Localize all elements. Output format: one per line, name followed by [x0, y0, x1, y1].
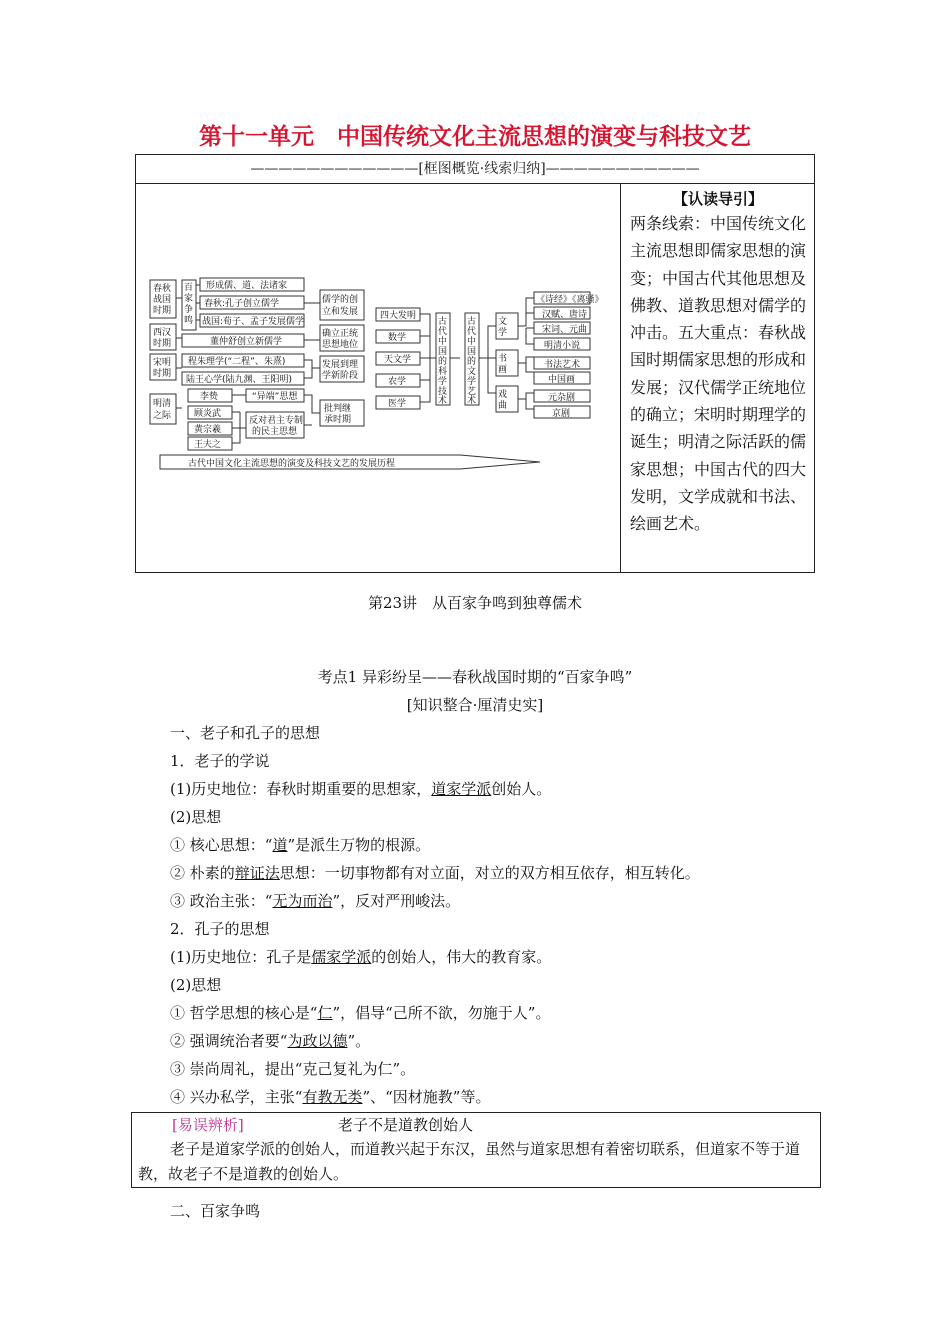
period-0-l2: 战国	[153, 295, 172, 305]
frame-divider	[620, 184, 621, 573]
svg-text:顾炎武: 顾炎武	[194, 409, 222, 419]
svg-text:书法艺术: 书法艺术	[544, 360, 581, 370]
laozi-p5: ③ 政治主张：“无为而治”，反对严刑峻法。	[170, 892, 461, 910]
svg-text:书: 书	[498, 354, 508, 364]
svg-text:中: 中	[467, 337, 477, 347]
guide-text: 两条线索：中国传统文化主流思想即儒家思想的演变；中国古代其他思想及佛教、道教思想对儒学的冲击。五大重点：春秋战国时期儒家思想的形成和发展；汉代儒学正统地位的确立；宋明时期理学的诞生；明清之际活跃的儒家思想；中国古代的四大发明，文学成就和书法、绘画艺术。	[630, 214, 807, 534]
svg-text:文: 文	[498, 317, 508, 327]
svg-text:学新阶段: 学新阶段	[322, 371, 359, 381]
period-3-l1: 明清	[153, 399, 172, 409]
laozi-p1: (1)历史地位：春秋时期重要的思想家，道家学派创始人。	[170, 780, 552, 798]
svg-text:学: 学	[438, 377, 448, 387]
frame-header: ————————————[框图概览·线索归纳]———————————	[135, 154, 815, 184]
kongzi-heading: 2．孔子的思想	[170, 920, 270, 938]
svg-text:科: 科	[438, 367, 448, 377]
svg-text:戏: 戏	[498, 390, 508, 400]
svg-text:学: 学	[498, 328, 508, 338]
error-title: [易误辨析]	[172, 1116, 244, 1134]
svg-text:国: 国	[438, 347, 448, 357]
svg-text:的: 的	[467, 357, 477, 367]
svg-text:四大发明: 四大发明	[380, 311, 417, 321]
svg-text:陆王心学(陆九渊、王阳明): 陆王心学(陆九渊、王阳明)	[186, 375, 293, 385]
svg-text:曲: 曲	[498, 401, 508, 411]
svg-text:国: 国	[467, 347, 477, 357]
error-subtitle: 老子不是道教创始人	[338, 1116, 474, 1134]
svg-text:立和发展: 立和发展	[322, 307, 359, 317]
kongzi-p5: ③ 崇尚周礼，提出“克己复礼为仁”。	[170, 1060, 416, 1078]
svg-text:发展到理: 发展到理	[322, 360, 359, 370]
svg-text:学: 学	[467, 377, 477, 387]
period-2-l2: 时期	[153, 369, 172, 379]
svg-text:董仲舒创立新儒学: 董仲舒创立新儒学	[210, 337, 283, 347]
overview-diagram	[140, 258, 610, 483]
svg-text:战国:荀子、孟子发展儒学: 战国:荀子、孟子发展儒学	[202, 317, 305, 327]
laozi-p3: ① 核心思想：“道”是派生万物的根源。	[170, 836, 431, 854]
stage-boxes	[320, 290, 364, 426]
thought-items	[182, 278, 304, 450]
period-boxes	[150, 280, 176, 424]
svg-text:春秋:孔子创立儒学: 春秋:孔子创立儒学	[204, 299, 280, 309]
svg-text:古: 古	[467, 317, 477, 327]
svg-text:确立正统: 确立正统	[322, 329, 359, 339]
svg-text:画: 画	[498, 365, 508, 375]
error-text: 老子是道家学派的创始人，而道教兴起于东汉，虽然与道家思想有着密切联系，但道家不等于道教，故老子不是道教的创始人。	[138, 1140, 801, 1183]
svg-text:中国画: 中国画	[548, 375, 576, 385]
section-1-heading: 一、老子和孔子的思想	[170, 724, 321, 742]
section-2-heading: 二、百家争鸣	[170, 1202, 261, 1220]
period-3-l2: 之际	[153, 411, 172, 421]
svg-text:反对君主专制: 反对君主专制	[249, 416, 304, 426]
svg-text:明清小说: 明清小说	[544, 341, 581, 351]
kongzi-p2: (2)思想	[170, 976, 222, 994]
svg-text:术: 术	[467, 396, 477, 406]
kongzi-p1: (1)历史地位：孔子是儒家学派的创始人，伟大的教育家。	[170, 948, 552, 966]
svg-text:天文学: 天文学	[384, 355, 412, 365]
period-0-l3: 时期	[153, 306, 172, 316]
section-subhead: [知识整合·厘清史实]	[406, 696, 544, 714]
guide-title: 【认读导引】	[672, 190, 763, 208]
svg-text:承时期: 承时期	[324, 415, 352, 425]
svg-text:数学: 数学	[388, 333, 407, 343]
svg-text:宋词、元曲: 宋词、元曲	[542, 325, 588, 335]
svg-text:黄宗羲: 黄宗羲	[194, 425, 222, 435]
svg-text:文: 文	[467, 367, 477, 377]
arts-boxes	[534, 292, 604, 419]
period-1-l2: 时期	[153, 339, 172, 349]
period-2-l1: 宋明	[153, 358, 172, 368]
svg-text:京剧: 京剧	[552, 409, 571, 419]
svg-text:儒学的创: 儒学的创	[322, 295, 359, 305]
svg-text:“异端”思想: “异端”思想	[252, 392, 298, 402]
svg-text:的民主思想: 的民主思想	[252, 427, 298, 437]
svg-text:艺: 艺	[467, 387, 477, 397]
svg-text:百: 百	[184, 283, 194, 293]
svg-text:元杂剧: 元杂剧	[548, 393, 576, 403]
science-boxes	[376, 308, 420, 409]
svg-text:《诗经》《离骚》: 《诗经》《离骚》	[536, 295, 604, 305]
period-1-l1: 西汉	[153, 328, 172, 338]
svg-text:的: 的	[438, 357, 448, 367]
laozi-p4: ② 朴素的辩证法思想：一切事物都有对立面，对立的双方相互依存，相互转化。	[170, 864, 700, 882]
unit-title: 第十一单元 中国传统文化主流思想的演变与科技文艺	[199, 124, 751, 150]
kongzi-p4: ② 强调统治者要“为政以德”。	[170, 1032, 371, 1050]
svg-text:古: 古	[438, 317, 448, 327]
svg-text:家: 家	[184, 294, 194, 304]
svg-text:中: 中	[438, 337, 448, 347]
laozi-heading: 1．老子的学说	[170, 752, 270, 770]
arrow-label: 古代中国文化主流思想的演变及科技文艺的发展历程	[188, 459, 396, 469]
svg-text:李贽: 李贽	[200, 392, 219, 402]
svg-text:技: 技	[438, 387, 448, 397]
svg-text:王夫之: 王夫之	[194, 440, 222, 450]
svg-text:汉赋、唐诗: 汉赋、唐诗	[542, 310, 588, 320]
svg-text:形成儒、道、法诸家: 形成儒、道、法诸家	[206, 281, 288, 291]
kaodian-title: 考点1 异彩纷呈——春秋战国时期的“百家争鸣”	[317, 668, 633, 686]
svg-text:程朱理学(“二程”、朱熹): 程朱理学(“二程”、朱熹)	[188, 357, 286, 367]
svg-text:代: 代	[438, 327, 448, 337]
period-0-l1: 春秋	[153, 284, 172, 294]
svg-text:代: 代	[467, 327, 477, 337]
kongzi-p3: ① 哲学思想的核心是“仁”，倡导“己所不欲，勿施于人”。	[170, 1004, 551, 1022]
laozi-p2: (2)思想	[170, 808, 222, 826]
svg-text:医学: 医学	[388, 399, 407, 409]
svg-text:批判继: 批判继	[324, 404, 352, 414]
svg-text:争: 争	[184, 305, 194, 315]
svg-text:鸣: 鸣	[184, 316, 194, 326]
svg-text:农学: 农学	[388, 377, 407, 387]
lecture-title: 第23讲 从百家争鸣到独尊儒术	[367, 594, 583, 612]
svg-text:术: 术	[438, 396, 448, 406]
svg-text:思想地位: 思想地位	[322, 340, 359, 350]
kongzi-p6: ④ 兴办私学，主张“有教无类”、“因材施教”等。	[170, 1088, 491, 1106]
